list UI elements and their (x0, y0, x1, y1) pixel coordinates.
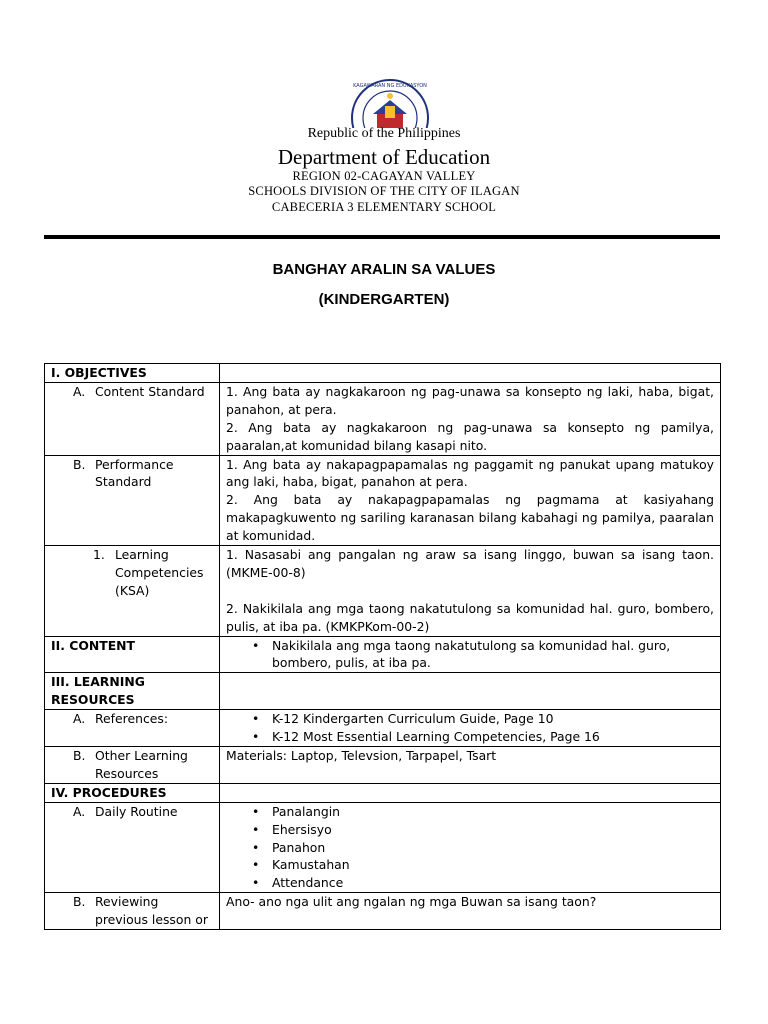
row-label: Reviewing previous lesson or (95, 894, 208, 928)
region-line: REGION 02-CAGAYAN VALLEY (292, 169, 476, 183)
row-label: Performance Standard (95, 456, 174, 490)
other-resources-cell (45, 747, 220, 784)
table-row-performance-standard (45, 455, 721, 546)
row-label: Other Learning Resources (95, 748, 188, 781)
list-item: • K-12 Most Essential Learning Competencies, Page 16 (226, 728, 714, 746)
document-title: BANGHAY ARALIN SA VALUES (272, 261, 496, 278)
objectives-label: I. OBJECTIVES (45, 364, 220, 383)
table-row-other-resources (45, 747, 721, 784)
deped-seal-icon (349, 78, 431, 128)
procedures-value (220, 783, 721, 802)
list-item: • Ehersisyo (226, 821, 714, 839)
procedures-label: IV. PROCEDURES (45, 783, 220, 802)
paragraph: 2. Ang bata ay nakapagpapamalas ng pagmama at kasiyahang makapagkuwento ng sariling karanasan bilang kabahagi ng pamilya, paaralan at komunidad. (226, 492, 714, 544)
list-item: • Kamustahan (226, 856, 714, 874)
paragraph: 1. Nasasabi ang pangalan ng araw sa isang linggo, buwan sa isang taon. (MKME-00-8) (226, 547, 714, 580)
row-label: Content Standard (95, 383, 205, 399)
list-item: • Attendance (226, 874, 714, 892)
paragraph: 1. Ang bata ay nagkakaroon ng pag-unawa sa konsepto ng laki, haba, bigat, panahon, at pera. (226, 383, 714, 417)
daily-routine-cell (45, 802, 220, 893)
references-label (51, 710, 213, 728)
performance-standard-value (220, 455, 721, 546)
table-row-reviewing (45, 893, 721, 930)
table-row-references (45, 710, 721, 747)
reviewing-cell (45, 893, 220, 930)
content-standard-value (220, 382, 721, 455)
list-item: • Panahon (226, 839, 714, 857)
content-value (220, 636, 721, 673)
table-row-daily-routine (45, 802, 721, 893)
spacer (226, 582, 714, 600)
row-marker: B. (73, 456, 86, 472)
paragraph: 2. Nakikilala ang mga taong nakatutulong sa komunidad hal. guro, bombero, pulis, at iba pa. (KMKPKom-00-2) (226, 600, 714, 634)
table-row-content (45, 636, 721, 673)
row-label: Daily Routine (95, 803, 178, 819)
table-row-procedures (45, 783, 721, 802)
row-label: Learning Competencies (KSA) (115, 547, 204, 598)
republic-line: Republic of the Philippines (307, 126, 461, 141)
content-standard-label (51, 383, 213, 401)
table-row-learning-competencies (45, 546, 721, 637)
content-standard-cell (45, 382, 220, 455)
references-list (226, 710, 714, 746)
other-resources-value: Materials: Laptop, Televsion, Tarpapel, Tsart (220, 747, 721, 784)
objectives-value (220, 364, 721, 383)
table-row-learning-resources (45, 673, 721, 710)
reviewing-value: Ano- ano nga ulit ang ngalan ng mga Buwan sa isang taon? (220, 893, 721, 930)
row-marker: B. (73, 894, 86, 910)
paragraph: 2. Ang bata ay nagkakaroon ng pag-unawa sa konsepto ng pamilya, paaralan,at komunidad bilang kasapi nito. (226, 419, 714, 453)
department-name: Department of Education (277, 145, 491, 169)
performance-standard-cell (45, 455, 220, 546)
row-label: References: (95, 711, 169, 727)
daily-routine-list (226, 803, 714, 893)
table-row-objectives (45, 364, 721, 383)
list-item: • Panalangin (226, 803, 714, 821)
document-subtitle: (KINDERGARTEN) (318, 291, 450, 308)
school-line: CABECERIA 3 ELEMENTARY SCHOOL (271, 200, 497, 214)
row-marker: 1. (93, 547, 105, 563)
lesson-plan-table (44, 363, 721, 930)
references-value (220, 710, 721, 747)
other-resources-label (51, 747, 213, 783)
seal-text: KAGAWARAN NG EDUKASYON (353, 83, 427, 89)
learning-competencies-label (51, 546, 213, 600)
list-item: • Nakikilala ang mga taong nakatutulong sa komunidad hal. guro, bombero, pulis, at iba pa. (226, 637, 714, 673)
division-line: SCHOOLS DIVISION OF THE CITY OF ILAGAN (248, 184, 520, 198)
header-divider (44, 235, 720, 239)
daily-routine-value (220, 802, 721, 893)
list-item: • K-12 Kindergarten Curriculum Guide, Page 10 (226, 710, 714, 728)
row-marker: A. (73, 711, 86, 727)
learning-resources-value (220, 673, 721, 710)
daily-routine-label (51, 803, 213, 821)
references-cell (45, 710, 220, 747)
table-row-content-standard (45, 382, 721, 455)
performance-standard-label (51, 456, 213, 492)
learning-competencies-cell (45, 546, 220, 637)
row-marker: B. (73, 748, 86, 764)
paragraph: 1. Ang bata ay nakapagpapamalas ng paggamit ng panukat upang matukoy ang laki, haba, bigat, panahon at pera. (226, 456, 714, 490)
learning-competencies-value (220, 546, 721, 637)
learning-resources-label: III. LEARNING RESOURCES (45, 673, 220, 710)
content-list (226, 637, 714, 673)
reviewing-label (51, 893, 213, 929)
row-marker: A. (73, 383, 86, 399)
content-label: II. CONTENT (45, 636, 220, 673)
row-marker: A. (73, 803, 86, 819)
